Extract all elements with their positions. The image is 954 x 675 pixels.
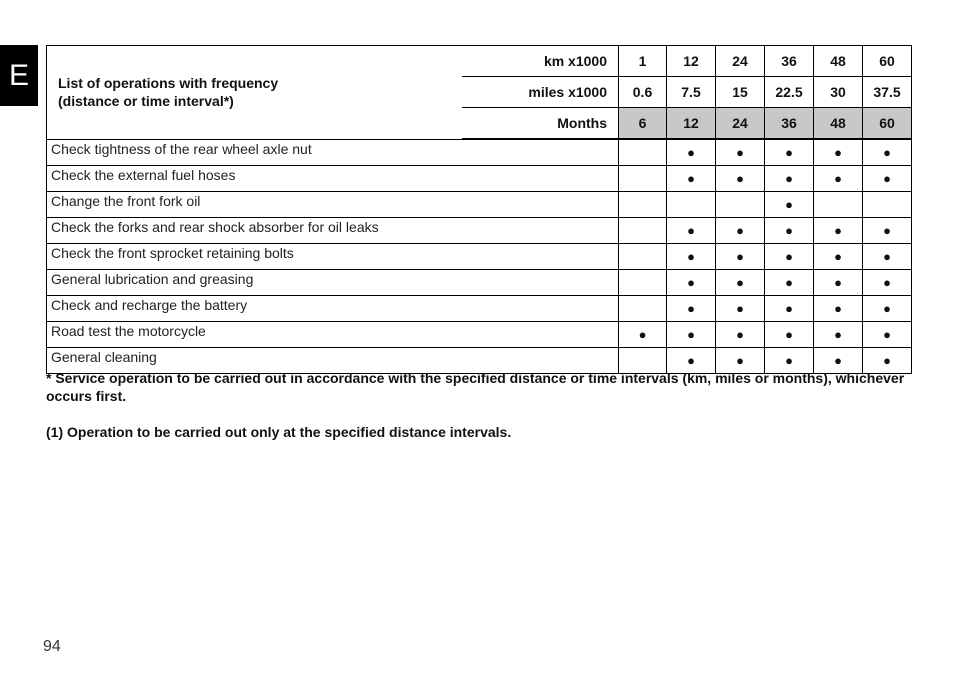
interval-check-mark: ● [667, 296, 716, 322]
interval-check-mark: ● [765, 166, 814, 192]
interval-empty-cell [863, 192, 912, 218]
header-interval-value: 60 [863, 46, 912, 77]
operation-name: Check the external fuel hoses [47, 166, 619, 192]
header-interval-value: 30 [814, 77, 863, 108]
interval-check-mark: ● [716, 322, 765, 348]
interval-check-mark: ● [814, 348, 863, 374]
header-interval-value: 36 [765, 46, 814, 77]
header-label: Months [462, 108, 619, 140]
interval-check-mark: ● [667, 348, 716, 374]
operation-name: Check tightness of the rear wheel axle nut [47, 139, 619, 166]
interval-check-mark: ● [765, 270, 814, 296]
interval-empty-cell [619, 218, 667, 244]
interval-check-mark: ● [863, 139, 912, 166]
maintenance-schedule-table [46, 45, 912, 374]
header-interval-value: 12 [667, 108, 716, 140]
table-title [47, 46, 462, 140]
operation-row [47, 322, 912, 348]
page-number: 94 [43, 638, 61, 655]
operation-name: Check and recharge the battery [47, 296, 619, 322]
interval-check-mark: ● [863, 322, 912, 348]
interval-check-mark: ● [667, 139, 716, 166]
interval-check-mark: ● [716, 218, 765, 244]
interval-check-mark: ● [814, 139, 863, 166]
interval-empty-cell [619, 244, 667, 270]
interval-check-mark: ● [716, 244, 765, 270]
interval-empty-cell [619, 192, 667, 218]
operation-row [47, 296, 912, 322]
interval-check-mark: ● [814, 270, 863, 296]
interval-check-mark: ● [667, 322, 716, 348]
header-interval-value: 48 [814, 46, 863, 77]
interval-check-mark: ● [863, 218, 912, 244]
interval-check-mark: ● [814, 322, 863, 348]
header-interval-value: 12 [667, 46, 716, 77]
interval-check-mark: ● [667, 218, 716, 244]
interval-check-mark: ● [765, 348, 814, 374]
interval-empty-cell [667, 192, 716, 218]
header-interval-value: 37.5 [863, 77, 912, 108]
interval-check-mark: ● [667, 244, 716, 270]
interval-check-mark: ● [765, 322, 814, 348]
operation-name: Check the forks and rear shock absorber for oil leaks [47, 218, 619, 244]
interval-empty-cell [716, 192, 765, 218]
interval-check-mark: ● [814, 166, 863, 192]
interval-check-mark: ● [716, 139, 765, 166]
header-interval-value: 1 [619, 46, 667, 77]
interval-check-mark: ● [814, 296, 863, 322]
operation-row [47, 244, 912, 270]
header-interval-value: 15 [716, 77, 765, 108]
header-label: miles x1000 [462, 77, 619, 108]
header-interval-value: 24 [716, 46, 765, 77]
table-title-line2: (distance or time interval*) [58, 93, 234, 110]
header-interval-value: 0.6 [619, 77, 667, 108]
interval-check-mark: ● [765, 192, 814, 218]
header-interval-value: 48 [814, 108, 863, 140]
interval-check-mark: ● [716, 166, 765, 192]
header-interval-value: 22.5 [765, 77, 814, 108]
header-interval-value: 24 [716, 108, 765, 140]
interval-empty-cell [619, 270, 667, 296]
operation-name: General cleaning [47, 348, 619, 374]
header-interval-value: 36 [765, 108, 814, 140]
interval-check-mark: ● [667, 166, 716, 192]
interval-check-mark: ● [765, 296, 814, 322]
operation-row [47, 139, 912, 166]
interval-empty-cell [619, 166, 667, 192]
operation-row [47, 166, 912, 192]
interval-empty-cell [619, 139, 667, 166]
operation-name: General lubrication and greasing [47, 270, 619, 296]
header-label: km x1000 [462, 46, 619, 77]
operation-row [47, 192, 912, 218]
section-tab: E [0, 45, 38, 106]
header-interval-value: 7.5 [667, 77, 716, 108]
interval-check-mark: ● [716, 348, 765, 374]
interval-check-mark: ● [863, 296, 912, 322]
operation-name: Change the front fork oil [47, 192, 619, 218]
interval-check-mark: ● [716, 270, 765, 296]
operation-name: Road test the motorcycle [47, 322, 619, 348]
interval-check-mark: ● [667, 270, 716, 296]
interval-empty-cell [619, 296, 667, 322]
asterisk-note: * Service operation to be carried out in accordance with the specified distance or time intervals (km, miles or months), whichever occurs first. [46, 370, 905, 404]
interval-empty-cell [814, 192, 863, 218]
interval-check-mark: ● [814, 244, 863, 270]
footnote-1: (1) Operation to be carried out only at the specified distance intervals. [46, 424, 512, 440]
interval-check-mark: ● [863, 166, 912, 192]
operation-row [47, 218, 912, 244]
operation-name: Check the front sprocket retaining bolts [47, 244, 619, 270]
header-interval-value: 6 [619, 108, 667, 140]
interval-check-mark: ● [765, 139, 814, 166]
interval-check-mark: ● [765, 244, 814, 270]
interval-check-mark: ● [716, 296, 765, 322]
interval-check-mark: ● [619, 322, 667, 348]
table-title-line1: List of operations with frequency [58, 75, 279, 92]
interval-check-mark: ● [863, 244, 912, 270]
header-row-km [47, 46, 912, 77]
operation-row [47, 270, 912, 296]
header-interval-value: 60 [863, 108, 912, 140]
interval-check-mark: ● [765, 218, 814, 244]
interval-check-mark: ● [863, 348, 912, 374]
interval-check-mark: ● [814, 218, 863, 244]
interval-check-mark: ● [863, 270, 912, 296]
